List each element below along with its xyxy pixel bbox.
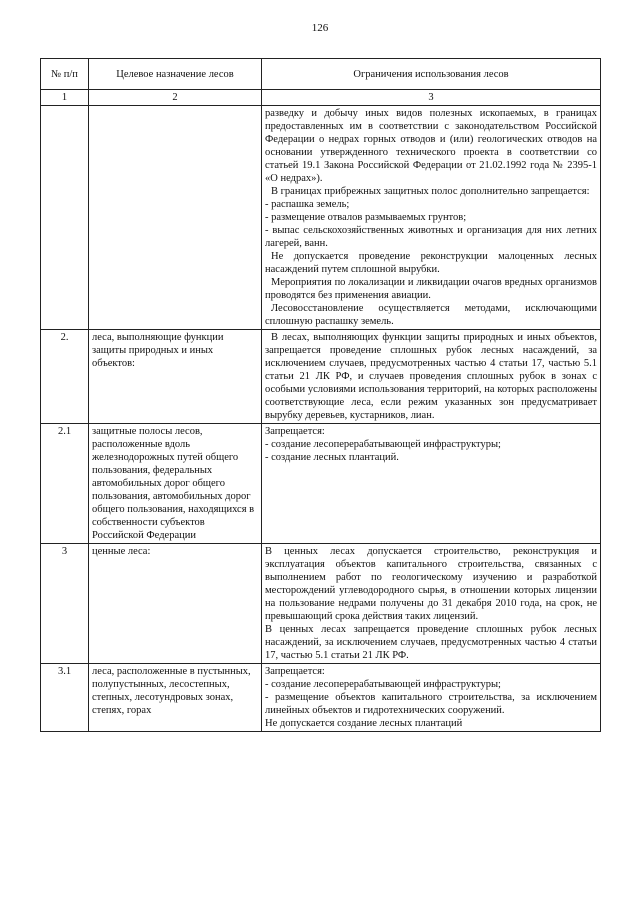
table-row <box>41 544 601 664</box>
restriction-paragraph: разведку и добычу иных видов полезных ископаемых, в границах предоставленных им в соответствии с законодательством Российской Федерации о недрах горных отводов и (или) геологических отводов на основании утвержденного технического проекта в соответствии со статьей 19.1 Закона Российской Федерации от 21.02.1992 года № 2395-1 «О недрах»). <box>265 108 597 184</box>
row-purpose: ценные леса: <box>89 544 262 664</box>
restriction-paragraph: Мероприятия по локализации и ликвидации очагов вредных организмов проводятся без применения авиации. <box>265 277 597 301</box>
table-row <box>41 106 601 330</box>
table-row <box>41 424 601 544</box>
restriction-paragraph: Не допускается проведение реконструкции малоценных лесных насаждений путем сплошной вырубки. <box>265 251 597 275</box>
table-row <box>41 330 601 424</box>
column-numbers-row <box>41 90 601 106</box>
header-number: № п/п <box>41 59 89 90</box>
restriction-paragraph: - создание лесоперерабатывающей инфраструктуры; <box>265 439 501 450</box>
row-purpose: леса, расположенные в пустынных, полупустынных, лесостепных, степных, лесотундровых зонах, степях, горах <box>89 664 262 732</box>
row-purpose <box>89 106 262 330</box>
row-number: 3 <box>41 544 89 664</box>
row-restrictions <box>262 664 601 732</box>
row-restrictions <box>262 330 601 424</box>
restrictions-table <box>40 58 601 732</box>
column-number: 1 <box>41 90 89 106</box>
restriction-paragraph: - выпас сельскохозяйственных животных и организация для них летних лагерей, ванн. <box>265 225 597 249</box>
row-restrictions <box>262 424 601 544</box>
table-header-row <box>41 59 601 90</box>
page-number: 126 <box>311 22 329 34</box>
header-restrictions: Ограничения использования лесов <box>262 59 601 90</box>
restriction-paragraph: В границах прибрежных защитных полос дополнительно запрещается: <box>271 186 590 197</box>
restriction-paragraph: - распашка земель; <box>265 199 350 210</box>
table-row <box>41 664 601 732</box>
row-number <box>41 106 89 330</box>
restriction-paragraph: Лесовосстановление осуществляется методами, исключающими сплошную распашку земель. <box>265 303 597 327</box>
row-purpose: леса, выполняющие функции защиты природных и иных объектов: <box>89 330 262 424</box>
row-purpose: защитные полосы лесов, расположенные вдоль железнодорожных путей общего пользования, федеральных автомобильных дорог общего пользования, автомобильных дорог общего пользования, находящихся в собственности субъектов Российской Федерации <box>89 424 262 544</box>
row-number: 2.1 <box>41 424 89 544</box>
column-number: 2 <box>89 90 262 106</box>
restriction-paragraph: - размещение объектов капитального строительства, за исключением линейных объектов и гидротехнических сооружений. <box>265 692 597 716</box>
restriction-paragraph: Запрещается: <box>265 666 325 677</box>
restriction-paragraph: - создание лесных плантаций. <box>265 452 399 463</box>
row-restrictions <box>262 106 601 330</box>
column-number: 3 <box>262 90 601 106</box>
restriction-paragraph: В ценных лесах запрещается проведение сплошных рубок лесных насаждений, за исключением случаев, предусмотренных частью 4 статьи 17, частью 5.1 статьи 21 ЛК РФ. <box>265 624 597 661</box>
row-restrictions <box>262 544 601 664</box>
row-number: 2. <box>41 330 89 424</box>
restriction-paragraph: В ценных лесах допускается строительство, реконструкция и эксплуатация объектов капитального строительства, связанных с выполнением работ по геологическому изучению и разработкой месторождений углеводородного сырья, в отношении которых лицензии на пользование недрами получены до 31 декабря 2010 года, на срок, не превышающий срока действия таких лицензий. <box>265 546 597 622</box>
row-number: 3.1 <box>41 664 89 732</box>
restriction-paragraph: В лесах, выполняющих функции защиты природных и иных объектов, запрещается проведение сплошных рубок лесных насаждений, за исключением случаев, предусмотренных частью 4 статьи 17, частью 5.1 статьи 21 ЛК РФ, и случаев проведения сплошных рубок в зонах с особыми условиями использования территорий, на которых расположены соответствующие леса, если режим указанных зон предусматривает вырубку деревьев, кустарников, лиан. <box>265 332 597 421</box>
restriction-paragraph: - размещение отвалов размываемых грунтов; <box>265 212 467 223</box>
restriction-paragraph: - создание лесоперерабатывающей инфраструктуры; <box>265 679 501 690</box>
restriction-paragraph: Запрещается: <box>265 426 325 437</box>
restriction-paragraph: Не допускается создание лесных плантаций <box>265 718 463 729</box>
header-purpose: Целевое назначение лесов <box>89 59 262 90</box>
